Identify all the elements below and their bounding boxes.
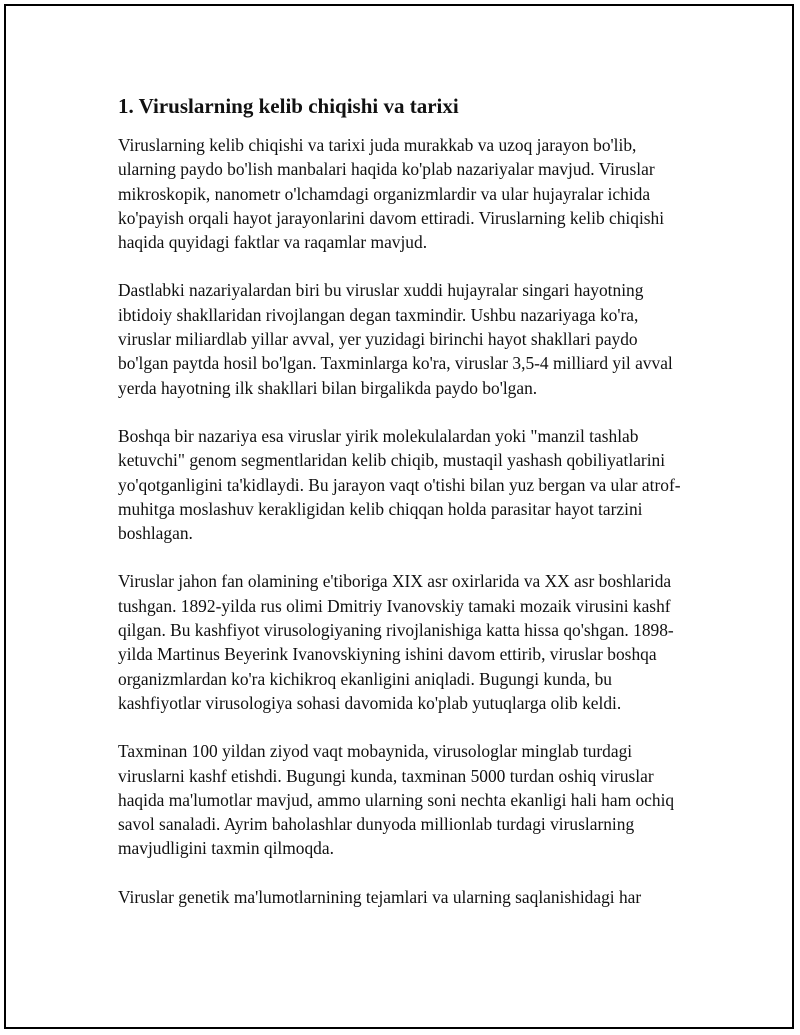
paragraph-3: Boshqa bir nazariya esa viruslar yirik molekulalardan yoki "manzil tashlab ketuvchi" genom segmentlaridan kelib chiqib, mustaqil yashash qobiliyatlarini yo'qotganligini ta'kidlaydi. Bu jarayon vaqt o'tishi bilan yuz bergan va ular atrof-muhitga moslashuv kerakligidan kelib chiqqan holda parasitar hayot tarzini boshlagan. bbox=[118, 425, 681, 544]
paragraph-2: Dastlabki nazariyalardan biri bu viruslar xuddi hujayralar singari hayotning ibtidoiy shakllaridan rivojlangan degan taxmindir. Ushbu nazariyaga ko'ra, viruslar miliardlab yillar avval, yer yuzidagi birinchi hayot shakllari paydo bo'lgan paytda hosil bo'lgan. Taxminlarga ko'ra, viruslar 3,5-4 milliard yil avval yerda hayotning ilk shakllari bilan birgalikda paydo bo'lgan. bbox=[118, 280, 673, 398]
paragraph-6: Viruslar genetik ma'lumotlarnining tejamlari va ularning saqlanishidagi har bbox=[118, 886, 642, 907]
paragraph-4: Viruslar jahon fan olamining e'tiboriga XIX asr oxirlarida va XX asr boshlarida tushgan. 1892-yilda rus olimi Dmitriy Ivanovskiy tamaki mozaik virusini kashf qilgan. Bu kashfiyot virusologiyaning rivojlanishiga katta hissa qo'shgan. 1898-yilda Martinus Beyerink Ivanovskiyning ishini davom ettirib, viruslar boshqa organizmlardan ko'ra kichikroq ekanligini aniqladi. Bugungi kunda, bu kashfiyotlar virusologiya sohasi davomida ko'plab yutuqlarga olib keldi. bbox=[118, 571, 674, 713]
paragraph-5: Taxminan 100 yildan ziyod vaqt mobaynida, virusologlar minglab turdagi viruslarni kashf etishdi. Bugungi kunda, taxminan 5000 turdan oshiq viruslar haqida ma'lumotlar mavjud, ammo ularning soni nechta ekanligi hali ham ochiq savol sanaladi. Ayrim baholashlar dunyoda millionlab turdagi viruslarning mavjudligini taxmin qilmoqda. bbox=[118, 741, 675, 859]
document-body bbox=[118, 92, 688, 933]
paragraph-1: Viruslarning kelib chiqishi va tarixi juda murakkab va uzoq jarayon bo'lib, ularning paydo bo'lish manbalari haqida ko'plab nazariyalar mavjud. Viruslar mikroskopik, nanometr o'lchamdagi organizmlardir va ular hujayralar ichida ko'payish orqali hayot jarayonlarini davom ettiradi. Viruslarning kelib chiqishi haqida quyidagi faktlar va raqamlar mavjud. bbox=[118, 135, 665, 253]
section-heading: 1. Viruslarning kelib chiqishi va tarixi bbox=[118, 94, 459, 118]
